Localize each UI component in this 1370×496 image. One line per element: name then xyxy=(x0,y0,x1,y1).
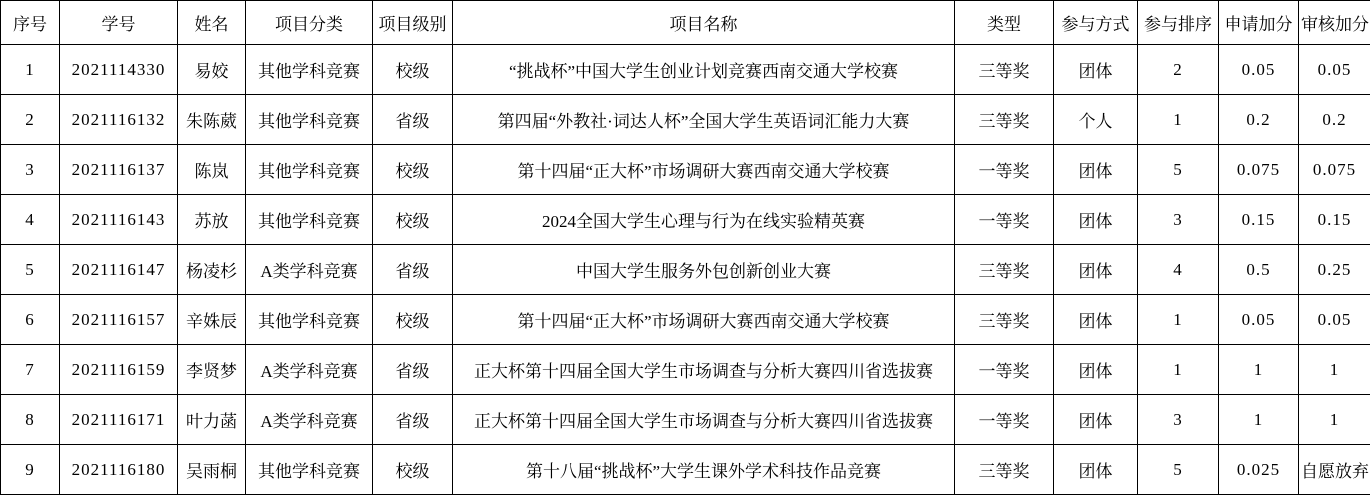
cell-student_id: 2021116143 xyxy=(60,195,178,245)
table-row xyxy=(1,245,1370,295)
cell-index: 9 xyxy=(1,445,60,495)
cell-mode: 团体 xyxy=(1054,195,1138,245)
cell-project: 正大杯第十四届全国大学生市场调查与分析大赛四川省选拔赛 xyxy=(453,345,955,395)
cell-applied: 0.15 xyxy=(1219,195,1299,245)
cell-order: 5 xyxy=(1138,445,1219,495)
cell-mode: 团体 xyxy=(1054,45,1138,95)
cell-applied: 0.025 xyxy=(1219,445,1299,495)
cell-index: 7 xyxy=(1,345,60,395)
cell-project: 第十四届“正大杯”市场调研大赛西南交通大学校赛 xyxy=(453,295,955,345)
header-cell-student_id: 学号 xyxy=(60,1,178,45)
cell-approved: 自愿放弃 xyxy=(1299,445,1370,495)
cell-category: 其他学科竞赛 xyxy=(246,295,373,345)
cell-name: 易姣 xyxy=(178,45,246,95)
cell-approved: 0.15 xyxy=(1299,195,1370,245)
cell-level: 省级 xyxy=(373,95,453,145)
cell-order: 3 xyxy=(1138,195,1219,245)
cell-category: A类学科竞赛 xyxy=(246,245,373,295)
cell-mode: 团体 xyxy=(1054,345,1138,395)
cell-index: 8 xyxy=(1,395,60,445)
cell-level: 校级 xyxy=(373,145,453,195)
cell-award: 三等奖 xyxy=(955,95,1054,145)
table-row xyxy=(1,395,1370,445)
cell-student_id: 2021116157 xyxy=(60,295,178,345)
cell-level: 校级 xyxy=(373,195,453,245)
cell-order: 5 xyxy=(1138,145,1219,195)
cell-index: 6 xyxy=(1,295,60,345)
cell-name: 吴雨桐 xyxy=(178,445,246,495)
cell-index: 3 xyxy=(1,145,60,195)
header-cell-mode: 参与方式 xyxy=(1054,1,1138,45)
cell-order: 3 xyxy=(1138,395,1219,445)
cell-order: 2 xyxy=(1138,45,1219,95)
header-cell-project: 项目名称 xyxy=(453,1,955,45)
cell-name: 陈岚 xyxy=(178,145,246,195)
cell-name: 叶力菡 xyxy=(178,395,246,445)
cell-name: 辛姝辰 xyxy=(178,295,246,345)
cell-applied: 0.05 xyxy=(1219,45,1299,95)
cell-project: 第十八届“挑战杯”大学生课外学术科技作品竞赛 xyxy=(453,445,955,495)
table-row xyxy=(1,95,1370,145)
cell-award: 一等奖 xyxy=(955,395,1054,445)
header-cell-category: 项目分类 xyxy=(246,1,373,45)
cell-applied: 1 xyxy=(1219,345,1299,395)
cell-applied: 0.05 xyxy=(1219,295,1299,345)
cell-index: 4 xyxy=(1,195,60,245)
cell-name: 杨凌杉 xyxy=(178,245,246,295)
cell-category: 其他学科竞赛 xyxy=(246,195,373,245)
cell-award: 一等奖 xyxy=(955,345,1054,395)
cell-category: 其他学科竞赛 xyxy=(246,45,373,95)
cell-index: 1 xyxy=(1,45,60,95)
table-row xyxy=(1,145,1370,195)
cell-level: 省级 xyxy=(373,395,453,445)
cell-mode: 团体 xyxy=(1054,445,1138,495)
header-row xyxy=(1,1,1370,45)
cell-student_id: 2021116180 xyxy=(60,445,178,495)
table-row xyxy=(1,345,1370,395)
cell-level: 省级 xyxy=(373,245,453,295)
cell-award: 三等奖 xyxy=(955,295,1054,345)
cell-award: 三等奖 xyxy=(955,45,1054,95)
cell-project: 第十四届“正大杯”市场调研大赛西南交通大学校赛 xyxy=(453,145,955,195)
header-cell-approved: 审核加分 xyxy=(1299,1,1370,45)
cell-project: 2024全国大学生心理与行为在线实验精英赛 xyxy=(453,195,955,245)
header-cell-applied: 申请加分 xyxy=(1219,1,1299,45)
header-cell-award: 类型 xyxy=(955,1,1054,45)
cell-applied: 0.2 xyxy=(1219,95,1299,145)
table-row xyxy=(1,195,1370,245)
header-cell-level: 项目级别 xyxy=(373,1,453,45)
cell-mode: 团体 xyxy=(1054,395,1138,445)
header-cell-order: 参与排序 xyxy=(1138,1,1219,45)
cell-award: 三等奖 xyxy=(955,245,1054,295)
cell-approved: 0.05 xyxy=(1299,45,1370,95)
cell-student_id: 2021116137 xyxy=(60,145,178,195)
cell-name: 苏放 xyxy=(178,195,246,245)
cell-award: 一等奖 xyxy=(955,145,1054,195)
cell-level: 省级 xyxy=(373,345,453,395)
cell-project: 中国大学生服务外包创新创业大赛 xyxy=(453,245,955,295)
cell-category: 其他学科竞赛 xyxy=(246,145,373,195)
table-row xyxy=(1,295,1370,345)
table-row xyxy=(1,45,1370,95)
cell-student_id: 2021114330 xyxy=(60,45,178,95)
cell-award: 三等奖 xyxy=(955,445,1054,495)
cell-category: 其他学科竞赛 xyxy=(246,95,373,145)
cell-approved: 1 xyxy=(1299,395,1370,445)
cell-project: “挑战杯”中国大学生创业计划竞赛西南交通大学校赛 xyxy=(453,45,955,95)
header-cell-name: 姓名 xyxy=(178,1,246,45)
cell-approved: 0.2 xyxy=(1299,95,1370,145)
cell-approved: 0.25 xyxy=(1299,245,1370,295)
cell-approved: 0.075 xyxy=(1299,145,1370,195)
cell-order: 1 xyxy=(1138,345,1219,395)
cell-approved: 1 xyxy=(1299,345,1370,395)
cell-order: 1 xyxy=(1138,95,1219,145)
cell-mode: 团体 xyxy=(1054,295,1138,345)
cell-mode: 个人 xyxy=(1054,95,1138,145)
cell-student_id: 2021116132 xyxy=(60,95,178,145)
cell-project: 第四届“外教社·词达人杯”全国大学生英语词汇能力大赛 xyxy=(453,95,955,145)
cell-student_id: 2021116171 xyxy=(60,395,178,445)
cell-project: 正大杯第十四届全国大学生市场调查与分析大赛四川省选拔赛 xyxy=(453,395,955,445)
cell-category: 其他学科竞赛 xyxy=(246,445,373,495)
cell-index: 5 xyxy=(1,245,60,295)
cell-level: 校级 xyxy=(373,45,453,95)
table-body xyxy=(1,45,1370,495)
cell-category: A类学科竞赛 xyxy=(246,345,373,395)
cell-applied: 1 xyxy=(1219,395,1299,445)
cell-approved: 0.05 xyxy=(1299,295,1370,345)
table-row xyxy=(1,445,1370,495)
cell-applied: 0.5 xyxy=(1219,245,1299,295)
cell-award: 一等奖 xyxy=(955,195,1054,245)
cell-order: 4 xyxy=(1138,245,1219,295)
cell-student_id: 2021116159 xyxy=(60,345,178,395)
header-cell-index: 序号 xyxy=(1,1,60,45)
cell-name: 李贤梦 xyxy=(178,345,246,395)
cell-name: 朱陈葳 xyxy=(178,95,246,145)
cell-mode: 团体 xyxy=(1054,245,1138,295)
cell-applied: 0.075 xyxy=(1219,145,1299,195)
cell-mode: 团体 xyxy=(1054,145,1138,195)
cell-category: A类学科竞赛 xyxy=(246,395,373,445)
cell-level: 校级 xyxy=(373,445,453,495)
cell-index: 2 xyxy=(1,95,60,145)
cell-order: 1 xyxy=(1138,295,1219,345)
cell-student_id: 2021116147 xyxy=(60,245,178,295)
cell-level: 校级 xyxy=(373,295,453,345)
